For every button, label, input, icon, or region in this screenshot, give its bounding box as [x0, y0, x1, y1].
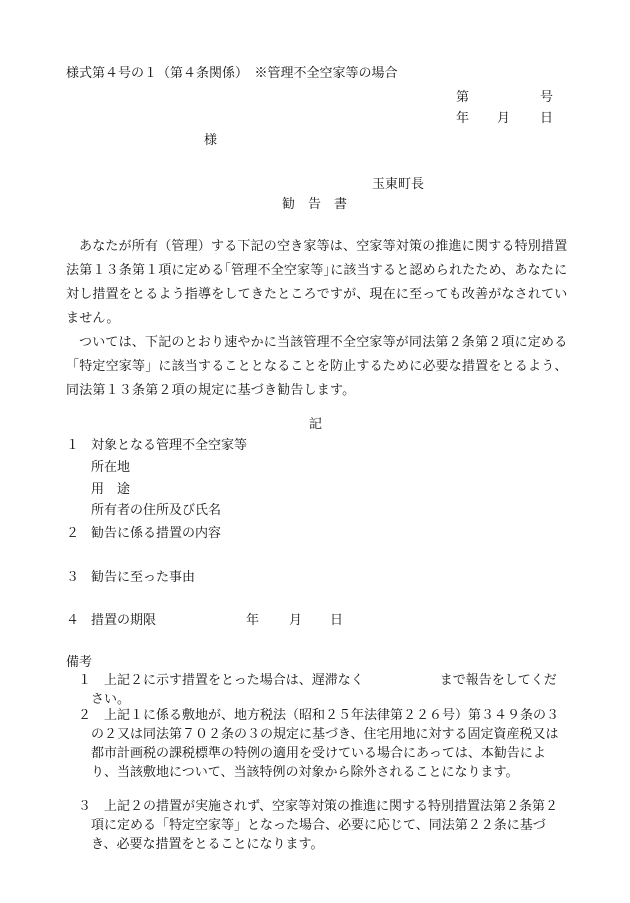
ki-heading: 記 [309, 417, 323, 432]
item-2-label: 勧告に係る措置の内容 [91, 526, 222, 541]
remark-3-number: ３ [78, 799, 92, 814]
item-4-month: 月 [289, 613, 303, 628]
remark-2-number: ２ [78, 708, 92, 723]
form-header: 様式第４号の１（第４条関係） ※管理不全空家等の場合 [66, 66, 398, 81]
remark-1 [66, 671, 568, 709]
item-3-number: ３ [66, 570, 80, 585]
date-month: 月 [497, 111, 511, 126]
issuer: 玉東町長 [372, 177, 425, 192]
item-4-day: 日 [330, 613, 344, 628]
date-year: 年 [456, 111, 470, 126]
remark-1-number: １ [78, 673, 92, 688]
number-prefix: 第 [456, 90, 470, 105]
item-4-year: 年 [246, 613, 260, 628]
item-4-number: ４ [66, 613, 80, 628]
sub-use: 用 途 [91, 482, 131, 497]
item-4-label: 措置の期限 [91, 613, 157, 628]
remark-3-text: 上記２の措置が実施されず、空家等対策の推進に関する特別措置法第２条第２項に定める「特定空家等」となった場合、必要に応じて、同法第２２条に基づき、必要な措置をとることになります。 [91, 799, 558, 852]
number-suffix: 号 [540, 90, 554, 105]
item-2-number: ２ [66, 526, 80, 541]
remark-2-text: 上記１に係る敷地が、地方税法（昭和２５年法律第２２６号）第３４９条の３の２又は同法第７０２条の３の規定に基づき、住宅用地に対する固定資産税又は都市計画税の課税標準の特例の適用を受けている場合にあっては、本勧告により、当該敷地について、当該特例の対象から除外されることになります。 [91, 708, 560, 780]
body-paragraph-1: あなたが所有（管理）する下記の空き家等は、空家等対策の推進に関する特別措置法第１３条第１項に定める｢管理不全空家等｣に該当すると認められたため、あなたに対し措置をとるよう指導をしてきたところですが、現在に至っても改善がなされていません。 [66, 239, 568, 326]
item-1-label: 対象となる管理不全空家等 [91, 438, 248, 453]
remark-1-text-b: まで報告をしてください。 [91, 673, 557, 707]
sub-owner: 所有者の住所及び氏名 [91, 503, 222, 518]
document-title: 勧 告 書 [282, 197, 348, 212]
date-day: 日 [540, 111, 554, 126]
item-1-number: １ [66, 438, 80, 453]
remarks-title: 備考 [66, 655, 93, 670]
remark-1-text-a: 上記２に示す措置をとった場合は、遅滞なく [104, 673, 364, 688]
addressee-suffix: 様 [204, 133, 218, 148]
remark-2 [66, 706, 568, 782]
item-3-label: 勧告に至った事由 [91, 570, 196, 585]
sub-location: 所在地 [91, 460, 131, 475]
body-paragraph-2: ついては、下記のとおり速やかに当該管理不全空家等が同法第２条第２項に定める「特定空家等」に該当することとなることを防止するために必要な措置をとるよう、同法第１３条第２項の規定に基づき勧告します。 [66, 335, 568, 398]
remark-3 [66, 797, 568, 854]
